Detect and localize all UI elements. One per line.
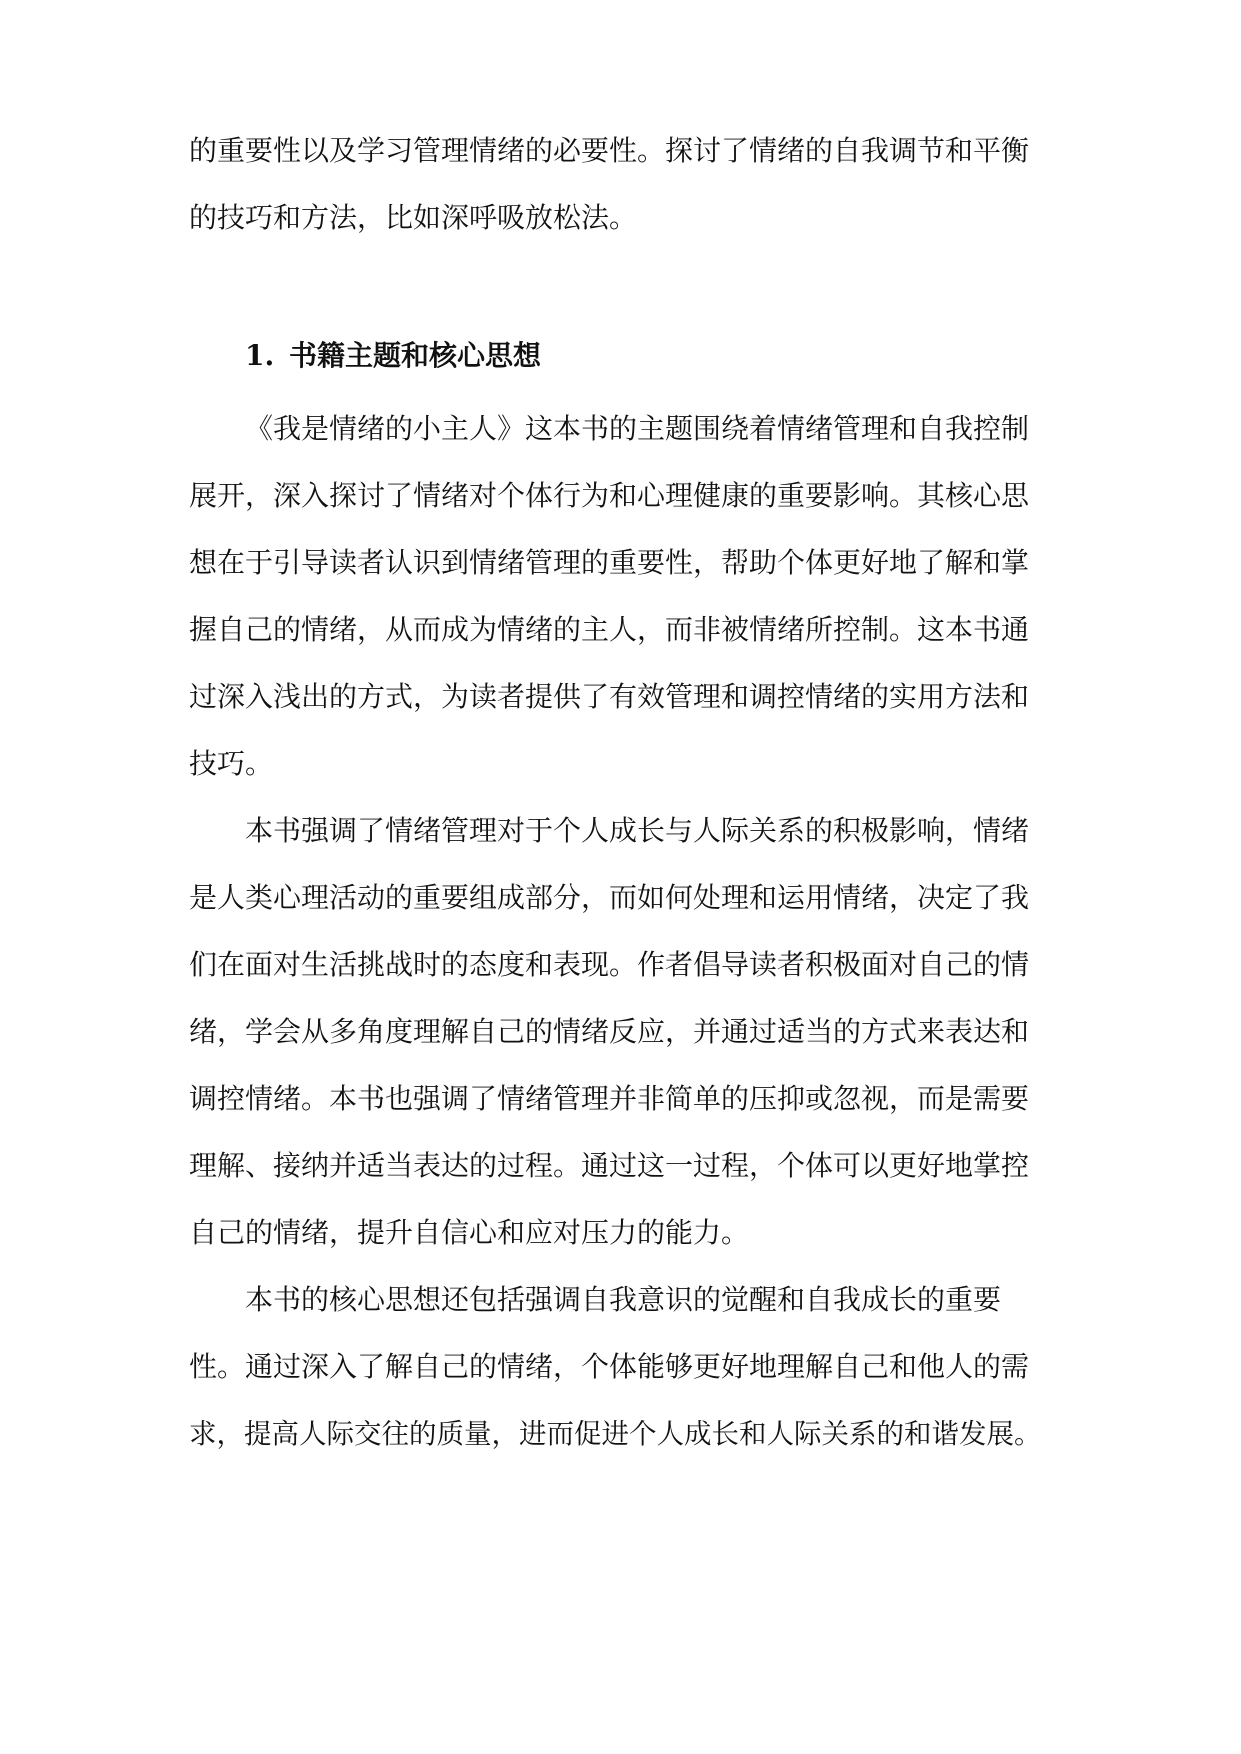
section-heading <box>245 335 541 377</box>
paragraph-1-line: 握自己的情绪，从而成为情绪的主人，而非被情绪所控制。这本书通 <box>189 613 1030 646</box>
paragraph-3-line: 本书的核心思想还包括强调自我意识的觉醒和自我成长的重要 <box>245 1283 1002 1316</box>
continuation-line: 的重要性以及学习管理情绪的必要性。探讨了情绪的自我调节和平衡 <box>189 134 1030 167</box>
paragraph-3-line: 性。通过深入了解自己的情绪，个体能够更好地理解自己和他人的需 <box>189 1350 1030 1383</box>
paragraph-2-line: 本书强调了情绪管理对于个人成长与人际关系的积极影响，情绪 <box>245 814 1030 847</box>
paragraph-1-line: 技巧。 <box>189 747 274 780</box>
paragraph-2-line: 是人类心理活动的重要组成部分，而如何处理和运用情绪，决定了我 <box>189 881 1030 914</box>
paragraph-1-line: 展开，深入探讨了情绪对个体行为和心理健康的重要影响。其核心思 <box>189 479 1030 512</box>
paragraph-2-line: 们在面对生活挑战时的态度和表现。作者倡导读者积极面对自己的情 <box>189 948 1030 981</box>
paragraph-2-line: 绪，学会从多角度理解自己的情绪反应，并通过适当的方式来表达和 <box>189 1015 1030 1048</box>
paragraph-2-line: 理解、接纳并适当表达的过程。通过这一过程，个体可以更好地掌控 <box>189 1149 1030 1182</box>
section-number: 1. <box>245 339 275 372</box>
section-title: 书籍主题和核心思想 <box>289 339 542 372</box>
continuation-line: 的技巧和方法，比如深呼吸放松法。 <box>189 201 638 234</box>
paragraph-1-line: 想在于引导读者认识到情绪管理的重要性，帮助个体更好地了解和掌 <box>189 546 1030 579</box>
paragraph-3-line: 求，提高人际交往的质量，进而促进个人成长和人际关系的和谐发展。 <box>189 1418 1042 1450</box>
paragraph-2-line: 调控情绪。本书也强调了情绪管理并非简单的压抑或忽视，而是需要 <box>189 1082 1030 1115</box>
paragraph-2-line: 自己的情绪，提升自信心和应对压力的能力。 <box>189 1216 750 1249</box>
paragraph-1-line: 《我是情绪的小主人》这本书的主题围绕着情绪管理和自我控制 <box>245 412 1030 445</box>
paragraph-1-line: 过深入浅出的方式，为读者提供了有效管理和调控情绪的实用方法和 <box>189 680 1030 713</box>
